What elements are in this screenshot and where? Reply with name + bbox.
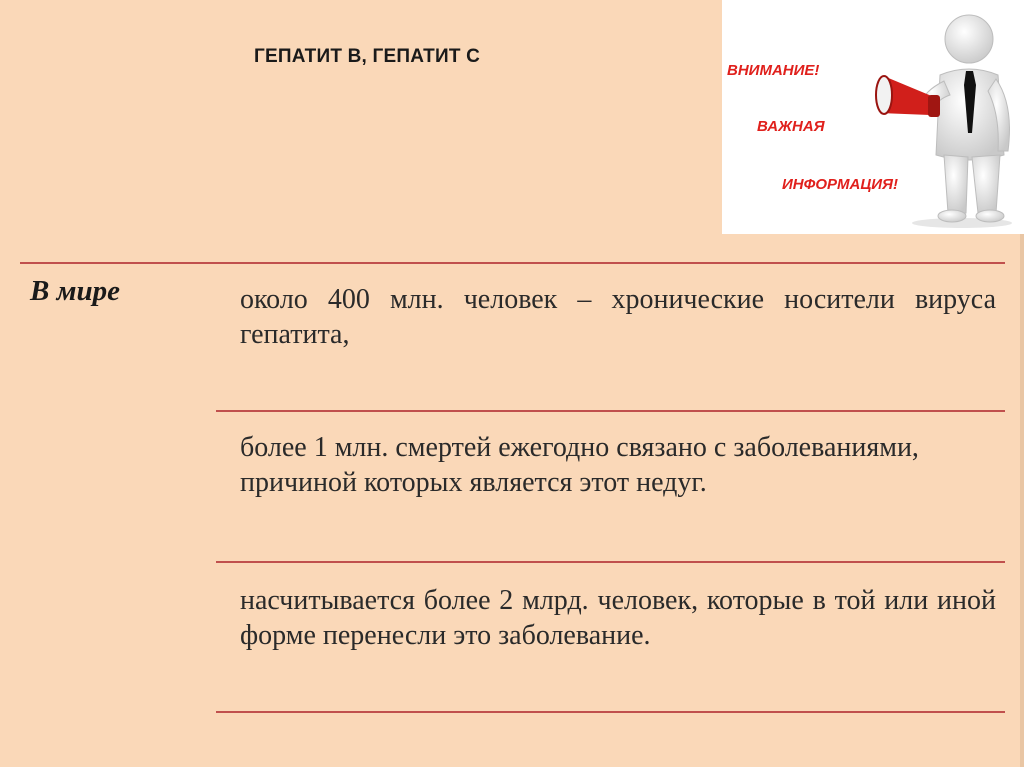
slide-title: ГЕПАТИТ В, ГЕПАТИТ С (254, 46, 481, 67)
banner-line-attention: ВНИМАНИЕ! (727, 62, 820, 79)
divider-3 (216, 711, 1005, 713)
banner-line-important: ВАЖНАЯ (757, 118, 825, 135)
divider-top (20, 262, 1005, 264)
divider-1 (216, 410, 1005, 412)
fact-deaths: более 1 млн. смертей ежегодно связано с заболеваниями, причиной которых является этот недуг. (240, 432, 919, 498)
region-label: В мире (30, 275, 120, 307)
fact-carriers: около 400 млн. человек – хронические носители вируса гепатита, (240, 284, 996, 350)
attention-banner (722, 0, 1024, 234)
banner-line-information: ИНФОРМАЦИЯ! (782, 176, 898, 193)
megaphone-person-icon (872, 5, 1022, 230)
divider-2 (216, 561, 1005, 563)
fact-recovered: насчитывается более 2 млрд. человек, которые в той или иной форме перенесли это заболевание. (240, 585, 996, 651)
